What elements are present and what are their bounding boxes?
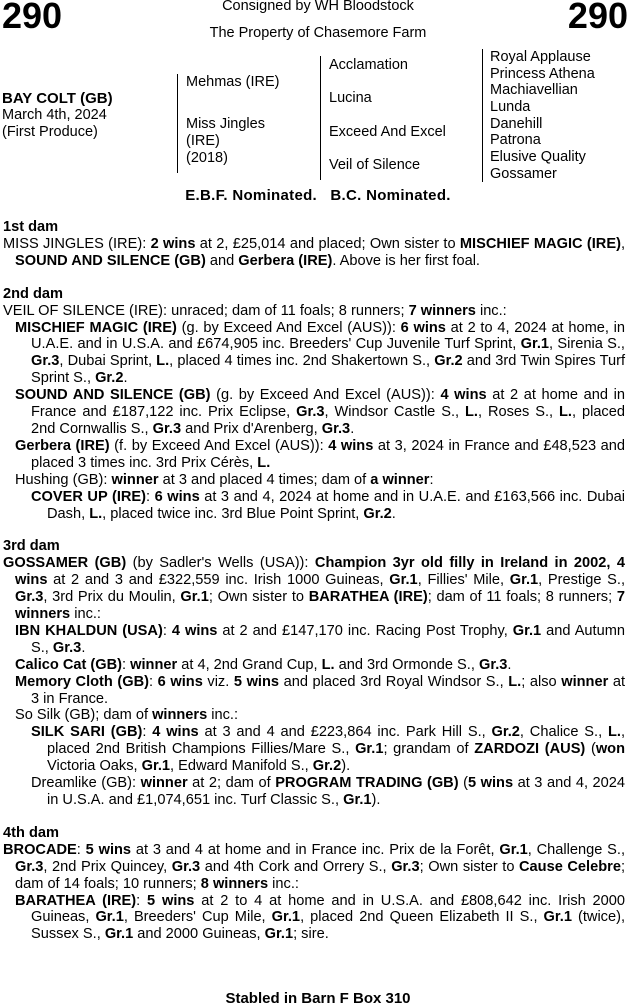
foaling-date: March 4th, 2024 xyxy=(2,107,107,123)
sire: Mehmas (IRE) xyxy=(186,74,280,90)
fourth-dam-paragraph: BROCADE: 5 wins at 3 and 4 at home and in France inc. Prix de la Forêt, Gr.1, Challenge S., Gr.3, 2nd Prix Quincey, Gr.3 and 4th Cork and Orrery S., Gr.3; Own sister to Cause Celebre; dam of 14 foals; 10 runners; 8 winners inc.: xyxy=(3,841,625,892)
progeny-mischief-magic: MISCHIEF MAGIC (IRE) (g. by Exceed And Excel (AUS)): 6 wins at 2 to 4, 2024 at home, in U.A.E. and in U.S.A. and £674,905 inc. Breeders' Cup Juvenile Turf Sprint, Gr.1, Sirenia S., Gr.3, Dubai Sprint, L., placed 4 times inc. 2nd Shakertown S., Gr.2 and 3rd Twin Spires Turf Sprint S., Gr.2. xyxy=(15,319,625,387)
great-grand-4: Lunda xyxy=(490,99,531,115)
progeny-ibn-khaldun: IBN KHALDUN (USA): 4 wins at 2 and £147,170 inc. Racing Post Trophy, Gr.1 and Autumn S., Gr.3. xyxy=(15,622,625,656)
progeny-sound-and-silence: SOUND AND SILENCE (GB) (g. by Exceed And Excel (AUS)): 4 wins at 2 at home and in France and £187,122 inc. Prix Eclipse, Gr.3, Windsor Castle S., L., Roses S., L., placed 2nd Cornwallis S., Gr.3 and Prix d'Arenberg, Gr.3. xyxy=(15,387,625,437)
section-heading-4th-dam: 4th dam xyxy=(3,824,59,841)
catalogue-body xyxy=(3,219,625,943)
granddam-sire: Lucina xyxy=(329,90,372,106)
lot-number-right: 290 xyxy=(567,0,628,36)
progeny-calico-cat: Calico Cat (GB): winner at 4, 2nd Grand Cup, L. and 3rd Ormonde S., Gr.3. xyxy=(15,656,512,673)
great-grand-6: Patrona xyxy=(490,132,541,148)
produce-note: (First Produce) xyxy=(2,124,98,140)
second-dam-paragraph: VEIL OF SILENCE (IRE): unraced; dam of 11 foals; 8 runners; 7 winners inc.: xyxy=(3,302,507,319)
stabling-info: Stabled in Barn F Box 310 xyxy=(225,990,411,1007)
great-grand-8: Gossamer xyxy=(490,166,557,182)
dam-paragraph: MISS JINGLES (IRE): 2 wins at 2, £25,014 and placed; Own sister to MISCHIEF MAGIC (IRE), SOUND AND SILENCE (GB) and Gerbera (IRE). Above is her first foal. xyxy=(3,235,625,269)
progeny-hushing: Hushing (GB): winner at 3 and placed 4 times; dam of a winner: xyxy=(15,471,434,488)
great-grand-7: Elusive Quality xyxy=(490,149,586,165)
progeny-memory-cloth: Memory Cloth (GB): 6 wins viz. 5 wins and placed 3rd Royal Windsor S., L.; also winner at 3 in France. xyxy=(15,673,626,707)
granddam-dam: Veil of Silence xyxy=(329,157,421,173)
pedigree-bracket-1 xyxy=(177,74,178,173)
progeny-barathea: BARATHEA (IRE): 5 wins at 2 to 4 at home and in U.S.A. and £808,642 inc. Irish 2000 Guineas, Gr.1, Breeders' Cup Mile, Gr.1, placed 2nd Queen Elizabeth II S., Gr.1 (twice), Sussex S., Gr.1 and 2000 Guineas, Gr.1; sire. xyxy=(15,892,626,943)
grandsire-dam: Exceed And Excel xyxy=(329,124,446,140)
section-heading-2nd-dam: 2nd dam xyxy=(3,285,64,302)
great-grand-5: Danehill xyxy=(490,116,543,132)
dam-line-2: (IRE) xyxy=(186,133,220,149)
progeny-silk-sari: SILK SARI (GB): 4 wins at 3 and 4 and £223,864 inc. Park Hill S., Gr.2, Chalice S., L., placed 2nd British Champions Fillies/Mare S., Gr.1; grandam of ZARDOZI (AUS) (won Victoria Oaks, Gr.1, Edward Manifold S., Gr.2). xyxy=(31,724,626,775)
great-grand-1: Royal Applause xyxy=(490,49,591,65)
pedigree-bracket-3 xyxy=(482,49,483,182)
progeny-gerbera: Gerbera (IRE) (f. by Exceed And Excel (AUS)): 4 wins at 3, 2024 in France and £48,523 and placed 3 times inc. 3rd Prix Cérès, L. xyxy=(15,437,626,471)
nominations: E.B.F. Nominated. B.C. Nominated. xyxy=(185,187,451,204)
section-heading-1st-dam: 1st dam xyxy=(3,219,59,235)
third-dam-paragraph: GOSSAMER (GB) (by Sadler's Wells (USA)): Champion 3yr old filly in Ireland in 2002, 4 wins at 2 and 3 and £322,559 inc. Irish 1000 Guineas, Gr.1, Fillies' Mile, Gr.1, Prestige S., Gr.3, 3rd Prix du Moulin, Gr.1; Own sister to BARATHEA (IRE); dam of 11 foals; 8 runners; 7 winners inc.: xyxy=(3,555,625,623)
progeny-cover-up: COVER UP (IRE): 6 wins at 3 and 4, 2024 at home and in U.A.E. and £163,566 inc. Dubai Dash, L., placed twice inc. 3rd Blue Point Sprint, Gr.2. xyxy=(31,488,626,522)
progeny-dreamlike: Dreamlike (GB): winner at 2; dam of PROGRAM TRADING (GB) (5 wins at 3 and 4, 2024 in U.S.A. and £1,074,651 inc. Turf Classic S., Gr.1). xyxy=(31,775,626,808)
consignor: Consigned by WH Bloodstock xyxy=(222,0,414,14)
horse-name: BAY COLT (GB) xyxy=(2,90,113,107)
great-grand-3: Machiavellian xyxy=(490,82,578,98)
dam-line-1: Miss Jingles xyxy=(186,116,265,132)
lot-number-left: 290 xyxy=(2,0,63,36)
progeny-so-silk: So Silk (GB); dam of winners inc.: xyxy=(15,707,239,724)
property-line: The Property of Chasemore Farm xyxy=(209,25,427,41)
pedigree-bracket-2 xyxy=(320,56,321,180)
section-heading-3rd-dam: 3rd dam xyxy=(3,538,60,555)
great-grand-2: Princess Athena xyxy=(490,66,595,82)
grandsire-sire: Acclamation xyxy=(329,57,408,73)
dam-year: (2018) xyxy=(186,150,228,166)
